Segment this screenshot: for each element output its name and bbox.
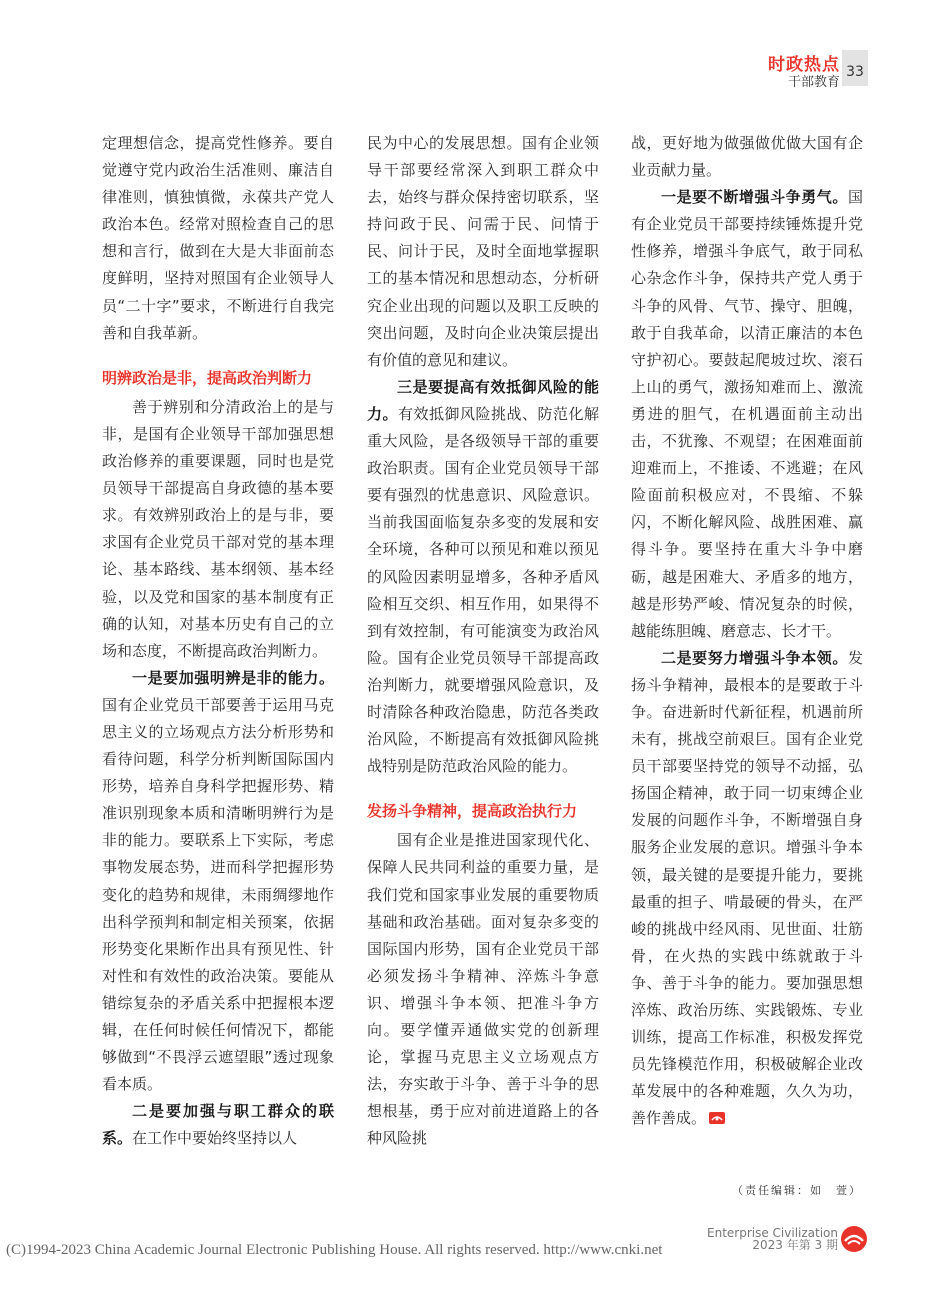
paragraph: 国有企业是推进国家现代化、保障人民共同利益的重要力量，是我们党和国家事业发展的重要物质基础和政治基础。面对复杂多变的国际国内形势，国有企业党员干部必须发扬斗争精神、淬炼斗争意识、增强斗争本领、把准斗争方向。要学懂弄通做实党的创新理论，掌握马克思主义立场观点方法，夯实敢于斗争、善于斗争的思想根基，勇于应对前进道路上的各种风险挑 [367, 831, 599, 1148]
paragraph-lead: 一是要加强明辨是非的能力。 [132, 668, 334, 687]
magazine-logo-icon [840, 1225, 868, 1253]
paragraph [367, 374, 599, 780]
paragraph-body: 国有企业党员干部要持续锤炼提升党性修养，增强斗争底气，敢于同私心杂念作斗争，保持共产党人勇于斗争的风骨、气节、操守、胆魄，敢于自我革命，以清正廉洁的本色守护初心。要鼓起爬坡过坎、滚石上山的勇气，激扬知难而上、激流勇进的胆气，在机遇面前主动出击，不犹豫、不观望；在困难面前迎难而上，不推诿、不逃避；在风险面前积极应对，不畏缩、不躲闪，不断化解风险、战胜困难、赢得斗争。要坚持在重大斗争中磨砺，越是困难大、矛盾多的地方，越是形势严峻、情况复杂的时候，越能练胆魄、磨意志、长才干。 [631, 188, 863, 640]
section-heading: 明辨政治是非，提高政治判断力 [102, 368, 313, 387]
text-column-1 [102, 130, 334, 1152]
paragraph [102, 1098, 334, 1152]
copyright-line: (C)1994-2023 China Academic Journal Electronic Publishing House. All rights reserved. http://www.cnki.net [6, 1242, 663, 1258]
paragraph: 定理想信念，提高党性修养。要自觉遵守党内政治生活准则、廉洁自律准则，慎独慎微，永葆共产党人政治本色。经常对照检查自己的思想和言行，做到在大是大非面前态度鲜明，坚持对照国有企业领导人员“二十字”要求，不断进行自我完善和自我革新。 [102, 134, 334, 342]
paragraph-body: 在工作中要始终坚持以人 [132, 1129, 298, 1148]
paragraph-lead: 一是要不断增强斗争勇气。 [661, 188, 848, 207]
text-column-3 [631, 130, 863, 1132]
paragraph-lead: 三是要提高有效抵御风险的能力。 [367, 377, 599, 423]
paragraph-lead: 二是要努力增强斗争本领。 [661, 648, 848, 667]
paragraph [631, 184, 863, 645]
end-mark-icon [709, 1112, 725, 1124]
page-number: 33 [842, 50, 868, 86]
paragraph [631, 645, 863, 1133]
paragraph [102, 665, 334, 1099]
text-column-2 [367, 130, 599, 1152]
paragraph: 善于辨别和分清政治上的是与非，是国有企业领导干部加强思想政治修养的重要课题，同时也是党员领导干部提高自身政德的基本要求。有效辨别政治上的是与非，要求国有企业党员干部对党的基本理论、基本路线、基本纲领、基本经验，以及党和国家的基本制度有正确的认知，对基本历史有自己的立场和态度，不断提高政治判断力。 [102, 397, 334, 660]
editor-note: （责任编辑：如 萱） [732, 1184, 862, 1197]
paragraph: 战，更好地为做强做优做大国有企业贡献力量。 [631, 134, 863, 180]
section-subtitle: 干部教育 [787, 75, 840, 90]
paragraph: 民为中心的发展思想。国有企业领导干部要经常深入到职工群众中去，始终与群众保持密切联系，坚持问政于民、问需于民、问情于民、问计于民，及时全面地掌握职工的基本情况和思想动态，分析研究企业出现的问题以及职工反映的突出问题，及时向企业决策层提出有价值的意见和建议。 [367, 134, 599, 369]
paragraph-body: 发扬斗争精神，最根本的是要敢于斗争。奋进新时代新征程，机遇前所未有，挑战空前艰巨。国有企业党员干部要坚持党的领导不动摇，弘扬国企精神，敢于同一切束缚企业发展的问题作斗争，不断增强自身服务企业发展的意识。增强斗争本领，最关键的是要提升能力，要挑最重的担子、啃最硬的骨头，在严峻的挑战中经风雨、见世面、壮筋骨，在火热的实践中练就敢于斗争、善于斗争的能力。要加强思想淬炼、政治历练、实践锻炼、专业训练，提高工作标准，积极发挥党员先锋模范作用，积极破解企业改革发展中的各种难题，久久为功，善作善成。 [631, 648, 863, 1128]
brand-name: Enterprise Civilization [707, 1226, 838, 1240]
footer-brand [707, 1227, 838, 1251]
section-heading: 发扬斗争精神，提高政治执行力 [367, 802, 578, 821]
section-title: 时政热点 [768, 55, 840, 75]
paragraph-body: 有效抵御风险挑战、防范化解重大风险，是各级领导干部的重要政治职责。国有企业党员领导干部要有强烈的忧患意识、风险意识。当前我国面临复杂多变的发展和安全环境，各种可以预见和难以预见的风险因素明显增多，各种矛盾风险相互交织、相互作用，如果得不到有效控制，有可能演变为政治风险。国有企业党员领导干部提高政治判断力，就要增强风险意识，及时清除各种政治隐患，防范各类政治风险，不断提高有效抵御风险挑战特别是防范政治风险的能力。 [367, 404, 599, 776]
issue-label: 2023 年第 3 期 [752, 1238, 838, 1252]
paragraph-lead: 二是要加强与职工群众的联系。 [102, 1102, 334, 1148]
paragraph-body: 国有企业党员干部要善于运用马克思主义的立场观点方法分析形势和看待问题，科学分析判断国际国内形势，培养自身科学把握形势、精准识别现象本质和清晰明辨行为是非的能力。要联系上下实际，考虑事物发展态势，进而科学把握形势变化的趋势和规律，未雨绸缪地作出科学预判和制定相关预案，依据形势变化果断作出具有预见性、针对性和有效性的政治决策。要能从错综复杂的矛盾关系中把握根本逻辑，在任何时候任何情况下，都能够做到“不畏浮云遮望眼”透过现象看本质。 [102, 695, 334, 1094]
